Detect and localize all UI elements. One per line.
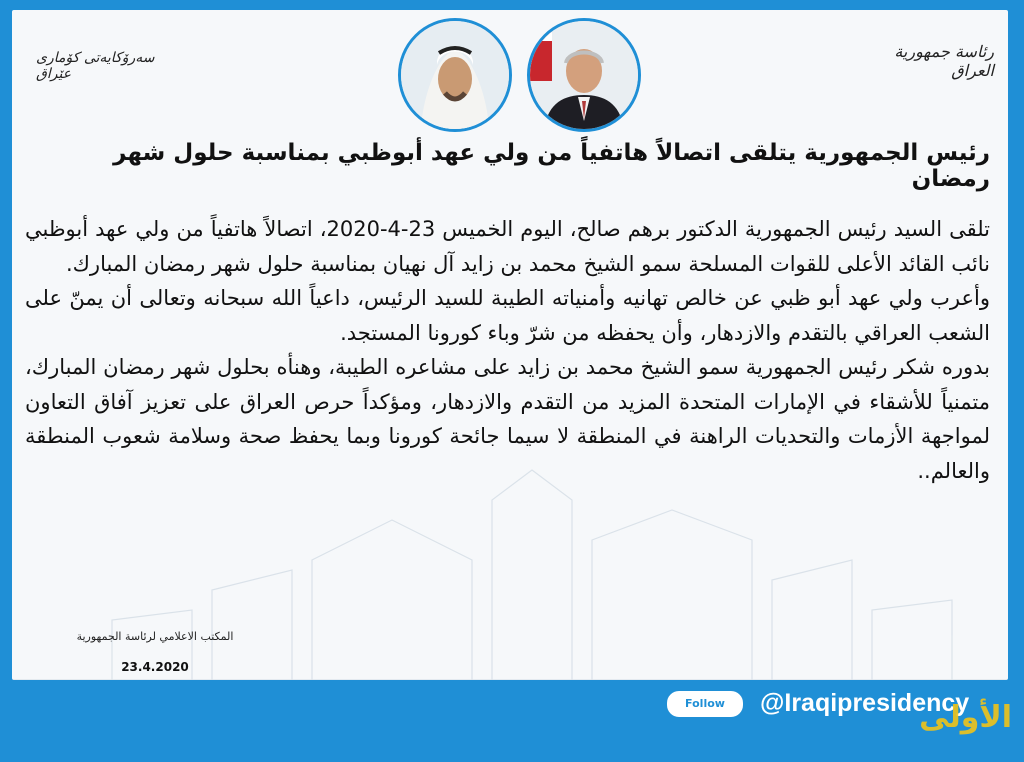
follow-button[interactable]: Follow [666, 690, 744, 718]
headline: رئيس الجمهورية يتلقى اتصالاً هاتفياً من ولي عهد أبوظبي بمناسبة حلول شهر رمضان [113, 140, 990, 192]
statement-date: 23.4.2020 [121, 660, 189, 674]
person-portrait-icon [401, 21, 509, 129]
statement-body [25, 212, 990, 488]
paragraph: تلقى السيد رئيس الجمهورية الدكتور برهم صالح، اليوم الخميس 23-4-2020، اتصالاً هاتفياً من ولي عهد أبوظبي نائب القائد الأعلى للقوات المسلحة سمو الشيخ محمد بن زايد آل نهيان بمناسبة حلول شهر رمضان المبارك. [25, 217, 990, 276]
twitter-handle-text: @Iraqipresidency [760, 689, 970, 717]
arabic-presidency-logo: رئاسة جمهورية العراق [894, 42, 994, 80]
kurdish-presidency-logo: سەرۆکایەتی کۆماری عێراق [36, 50, 155, 82]
portrait-crown-prince [398, 18, 512, 132]
person-portrait-icon [530, 21, 638, 129]
channel-watermark-logo: الأولى [919, 700, 1012, 735]
portrait-president [527, 18, 641, 132]
statement-card [12, 10, 1008, 680]
media-office-signature: المكتب الاعلامي لرئاسة الجمهورية [76, 630, 234, 643]
paragraph: بدوره شكر رئيس الجمهورية سمو الشيخ محمد بن زايد على مشاعره الطيبة، وهنأه بحلول شهر رمضان المبارك، متمنياً للأشقاء في الإمارات المتحدة المزيد من التقدم والازدهار، ومؤكداً حرص العراق على تعزيز آفاق التعاون لمواجهة الأزمات والتحديات الراهنة في المنطقة لا سيما جائحة كورونا وبما يحفظ صحة وسلامة شعوب المنطقة والعالم.. [25, 355, 990, 483]
paragraph: وأعرب ولي عهد أبو ظبي عن خالص تهانيه وأمنياته الطيبة للسيد الرئيس، داعياً الله سبحانه وتعالى أن يمنّ على الشعب العراقي بالتقدم والازدهار، وأن يحفظه من شرّ وباء كورونا المستجد. [25, 286, 990, 345]
